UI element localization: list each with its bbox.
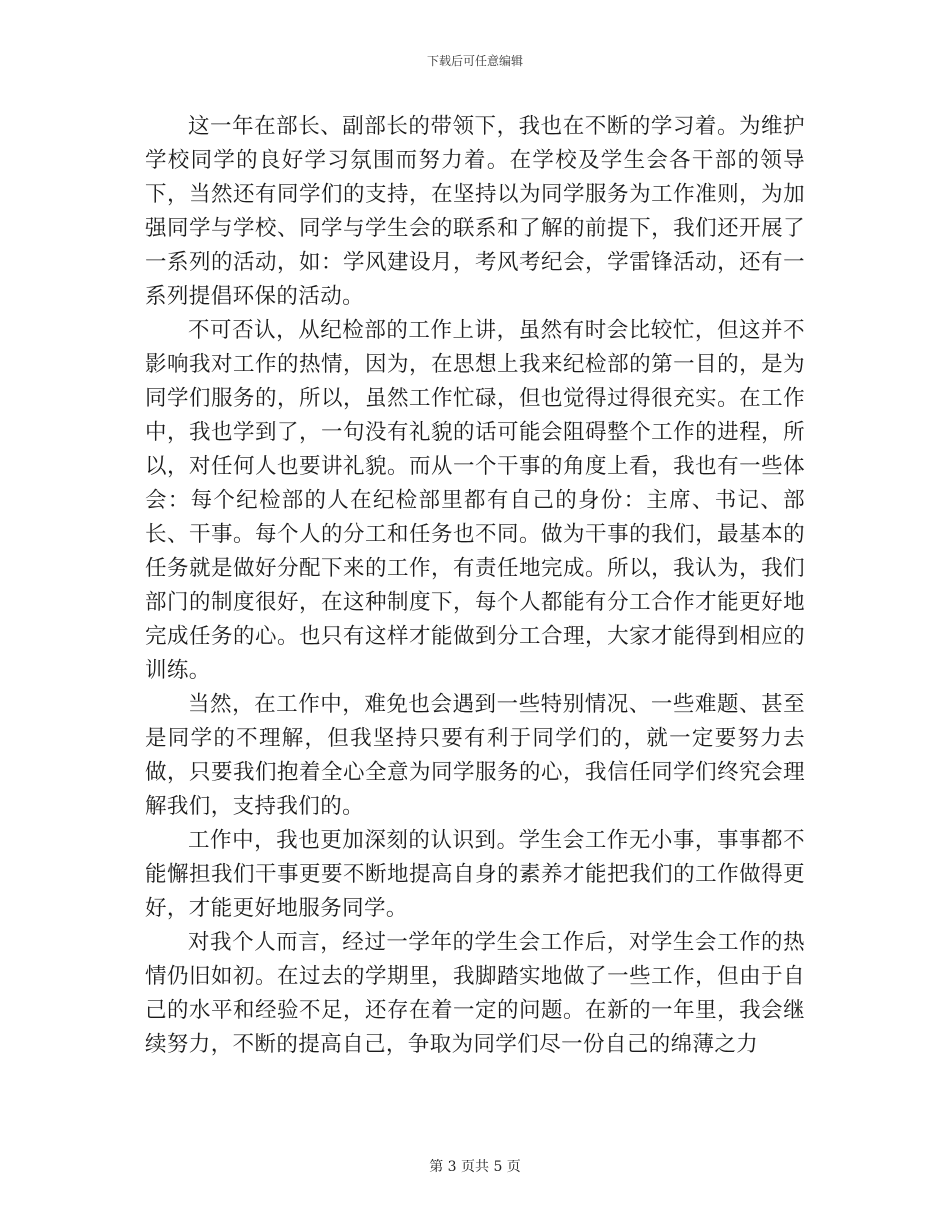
page-number-footer: 第 3 页共 5 页	[429, 1159, 521, 1175]
paragraph-4: 工作中，我也更加深刻的认识到。学生会工作无小事，事事都不能懈担我们干事更要不断地提高自身的素养才能把我们的工作做得更好，才能更好地服务同学。	[145, 828, 805, 921]
paragraph-3: 当然，在工作中，难免也会遇到一些特别情况、一些难题、甚至是同学的不理解，但我坚持只要有利于同学们的，就一定要努力去做，只要我们抱着全心全意为同学服务的心，我信任同学们终究会理解我们，支持我们的。	[145, 692, 805, 819]
paragraph-1: 这一年在部长、副部长的带领下，我也在不断的学习着。为维护学校同学的良好学习氛围而努力着。在学校及学生会各干部的领导下，当然还有同学们的支持，在坚持以为同学服务为工作准则，为加强同学与学校、同学与学生会的联系和了解的前提下，我们还开展了一系列的活动，如：学风建设月，考风考纪会，学雷锋活动，还有一系列提倡环保的活动。	[145, 114, 805, 309]
document-body	[145, 110, 805, 1062]
page-header: 下载后可任意编辑	[426, 54, 523, 68]
paragraph-5: 对我个人而言，经过一学年的学生会工作后，对学生会工作的热情仍旧如初。在过去的学期里，我脚踏实地做了一些工作，但由于自己的水平和经验不足，还存在着一定的问题。在新的一年里，我会继续努力，不断的提高自己，争取为同学们尽一份自己的绵薄之力	[145, 930, 805, 1057]
paragraph-2: 不可否认，从纪检部的工作上讲，虽然有时会比较忙，但这并不影响我对工作的热情，因为，在思想上我来纪检部的第一目的，是为同学们服务的，所以，虽然工作忙碌，但也觉得过得很充实。在工作中，我也学到了，一句没有礼貌的话可能会阻碍整个工作的进程，所以，对任何人也要讲礼貌。而从一个干事的角度上看，我也有一些体会：每个纪检部的人在纪检部里都有自己的身份：主席、书记、部长、干事。每个人的分工和任务也不同。做为干事的我们，最基本的任务就是做好分配下来的工作，有责任地完成。所以，我认为，我们部门的制度很好，在这种制度下，每个人都能有分工合作才能更好地完成任务的心。也只有这样才能做到分工合理，大家才能得到相应的训练。	[145, 318, 805, 683]
